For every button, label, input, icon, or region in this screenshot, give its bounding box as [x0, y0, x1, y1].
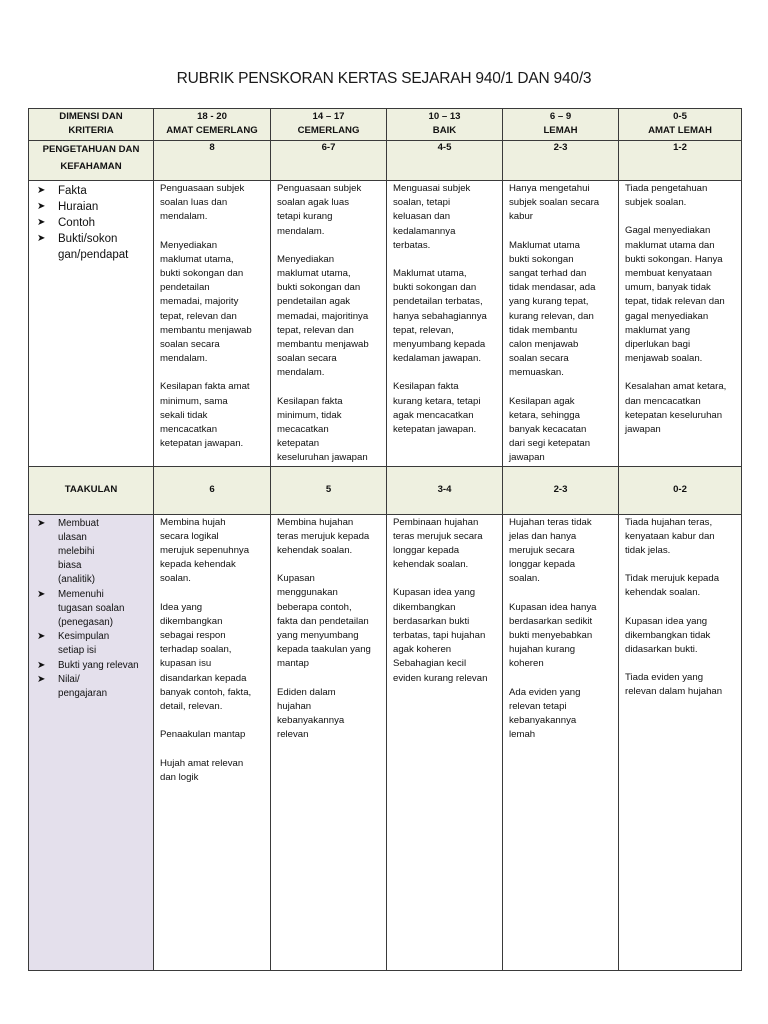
- score-cell: 4-5: [387, 141, 503, 181]
- score-cell: 5: [271, 466, 387, 514]
- criteria-item: ➤ Contoh: [37, 217, 96, 229]
- arrow-bullet-icon: ➤: [37, 588, 46, 600]
- header-band: [271, 109, 387, 141]
- criteria-cell: [29, 181, 154, 467]
- descriptor-text: Tiada eviden yang relevan dalam hujahan: [625, 672, 723, 698]
- descriptor-cell: [387, 181, 503, 467]
- descriptor-text: Gagal menyediakan maklumat utama dan bukti sokongan. Hanya membuat kenyataan umum, banyak tidak tepat, tidak relevan dan gagal menyediakan maklumat yang diperlukan bagi menjawab soalan.: [625, 225, 725, 365]
- section-header-row: [29, 141, 742, 181]
- criteria-item: ➤ Nilai/ pengajaran: [37, 673, 108, 700]
- band-label: AMAT LEMAH: [648, 125, 712, 137]
- criteria-list: [29, 515, 153, 702]
- section-name: TAAKULAN: [29, 466, 154, 514]
- descriptor-text: Membina hujah secara logikal merujuk sepenuhnya kepada kehendak soalan.: [160, 516, 250, 585]
- descriptor-text: Maklumat utama, bukti sokongan dan pendetailan terbatas, hanya sebahagiannya tepat, relevan, menyumbang kepada kedalaman jawapan.: [393, 268, 487, 365]
- band-range: 10 – 13: [428, 111, 461, 122]
- descriptor-cell: [503, 514, 619, 970]
- band-range: 14 – 17: [312, 111, 345, 122]
- criteria-item: ➤ Kesimpulan setiap isi: [37, 631, 110, 657]
- criteria-item: ➤ Memenuhi tugasan soalan (penegasan): [37, 588, 125, 629]
- header-band: [619, 109, 742, 141]
- arrow-bullet-icon: ➤: [37, 673, 46, 685]
- band-label: AMAT CEMERLANG: [166, 125, 258, 137]
- descriptor-text: Menguasai subjek soalan, tetapi keluasan dan kedalamannya terbatas.: [393, 183, 471, 251]
- descriptor-text: Kesilapan fakta amat minimum, sama sekali tidak mencacatkan ketepatan jawapan.: [160, 381, 250, 450]
- criteria-item: ➤ Fakta: [37, 185, 87, 197]
- score-cell: 8: [154, 141, 271, 181]
- arrow-bullet-icon: ➤: [37, 233, 46, 244]
- arrow-bullet-icon: ➤: [37, 185, 46, 196]
- descriptor-text: Idea yang dikembangkan sebagai respon terhadap soalan, kupasan isu disandarkan kepada banyak contoh, fakta, detail, relevan.: [160, 601, 252, 713]
- descriptor-text: Tidak merujuk kepada kehendak soalan.: [625, 573, 720, 599]
- descriptor-cell: [271, 181, 387, 467]
- score-cell: 1-2: [619, 141, 742, 181]
- descriptor-text: Kupasan idea yang dikembangkan berdasarkan bukti terbatas, tapi hujahan agak koheren Sebahagian kecil eviden kurang relevan: [393, 587, 488, 684]
- score-cell: 6-7: [271, 141, 387, 181]
- descriptor-cell: [154, 514, 271, 970]
- descriptor-text: Penguasaan subjek soalan luas dan mendalam.: [160, 183, 245, 223]
- criteria-list: [29, 181, 153, 263]
- descriptor-text: Pembinaan hujahan teras merujuk secara longgar kepada kehendak soalan.: [393, 516, 483, 571]
- descriptor-text: Menyediakan maklumat utama, bukti sokongan dan pendetailan memadai, majority tepat, relevan dan membantu menjawab soalan secara mendalam.: [160, 239, 252, 365]
- band-label: BAIK: [432, 125, 457, 137]
- criteria-cell: [29, 514, 154, 970]
- header-dimension: [29, 109, 154, 141]
- criteria-item: ➤ Membuat ulasan melebihi biasa (analitik): [37, 517, 99, 586]
- descriptor-text: Ediden dalam hujahan kebanyakannya relevan: [277, 686, 345, 741]
- descriptor-cell: [619, 181, 742, 467]
- descriptor-text: Kesilapan fakta kurang ketara, tetapi agak mencacatkan ketepatan jawapan.: [393, 381, 481, 436]
- criteria-item: ➤ Bukti yang relevan: [37, 659, 153, 673]
- descriptor-text: Kesalahan amat ketara, dan mencacatkan ketepatan keseluruhan jawapan: [625, 381, 727, 436]
- descriptor-text: Tiada hujahan teras, kenyataan kabur dan tidak jelas.: [625, 516, 715, 557]
- descriptor-text: Ada eviden yang relevan tetapi kebanyakannya lemah: [509, 686, 581, 741]
- band-range: 0-5: [673, 111, 687, 122]
- arrow-bullet-icon: ➤: [37, 517, 46, 529]
- band-label: CEMERLANG: [297, 125, 360, 137]
- arrow-bullet-icon: ➤: [37, 217, 46, 228]
- arrow-bullet-icon: ➤: [37, 659, 46, 671]
- descriptor-text: Hanya mengetahui subjek soalan secara kabur: [509, 183, 600, 223]
- descriptor-text: Kupasan idea hanya berdasarkan sedikit bukti menyebabkan hujahan kurang koheren: [509, 601, 597, 670]
- score-cell: 2-3: [503, 141, 619, 181]
- band-range: 6 – 9: [549, 111, 572, 122]
- descriptor-text: Kupasan idea yang dikembangkan tidak didasarkan bukti.: [625, 615, 711, 656]
- criteria-item: ➤ Bukti/sokon gan/pendapat: [37, 233, 129, 261]
- descriptor-text: Kesilapan fakta minimum, tidak mecacatkan ketepatan keseluruhan jawapan: [277, 395, 368, 464]
- header-dimension-label: DIMENSI DAN KRITERIA: [59, 111, 123, 137]
- descriptor-text: Penguasaan subjek soalan agak luas tetapi kurang mendalam.: [277, 183, 362, 237]
- score-cell: 2-3: [503, 466, 619, 514]
- descriptor-text: Kupasan menggunakan beberapa contoh, fakta dan pendetailan yang menyumbang kepada taakulan yang mantap: [277, 573, 371, 670]
- descriptor-text: Tiada pengetahuan subjek soalan.: [625, 183, 708, 209]
- descriptor-text: Menyediakan maklumat utama, bukti sokongan dan pendetailan agak memadai, majoritinya tepat, relevan dan membantu menjawab soalan secara mendalam.: [277, 253, 369, 379]
- section-body-row: [29, 514, 742, 970]
- descriptor-text: Maklumat utama bukti sokongan sangat terhad dan tidak mendasar, ada yang kurang tepat, kurang relevan, dan tidak membantu calon menjawab soalan secara memuaskan.: [509, 239, 596, 379]
- score-cell: 3-4: [387, 466, 503, 514]
- arrow-bullet-icon: ➤: [37, 631, 46, 643]
- header-row: [29, 109, 742, 141]
- descriptor-cell: [503, 181, 619, 467]
- descriptor-text: Hujah amat relevan dan logik: [160, 757, 244, 783]
- band-range: 18 - 20: [197, 111, 227, 122]
- rubric-table: [28, 108, 742, 971]
- band-label: LEMAH: [543, 125, 578, 137]
- document-title: RUBRIK PENSKORAN KERTAS SEJARAH 940/1 DAN 940/3: [176, 70, 592, 87]
- descriptor-cell: [619, 514, 742, 970]
- descriptor-text: Hujahan teras tidak jelas dan hanya merujuk secara longgar kepada soalan.: [509, 516, 592, 585]
- header-band: [503, 109, 619, 141]
- score-cell: 0-2: [619, 466, 742, 514]
- descriptor-cell: [387, 514, 503, 970]
- descriptor-cell: [154, 181, 271, 467]
- header-band: [387, 109, 503, 141]
- score-cell: 6: [154, 466, 271, 514]
- section-body-row: [29, 181, 742, 467]
- descriptor-text: Kesilapan agak ketara, sehingga banyak kecacatan dari segi ketepatan jawapan: [509, 395, 591, 464]
- descriptor-cell: [271, 514, 387, 970]
- criteria-item: ➤ Huraian: [37, 201, 99, 213]
- header-band: [154, 109, 271, 141]
- section-name: PENGETAHUAN DAN KEFAHAMAN: [29, 141, 154, 181]
- descriptor-text: Penaakulan mantap: [160, 729, 246, 741]
- arrow-bullet-icon: ➤: [37, 201, 46, 212]
- section-header-row: [29, 466, 742, 514]
- descriptor-text: Membina hujahan teras merujuk kepada kehendak soalan.: [277, 516, 370, 557]
